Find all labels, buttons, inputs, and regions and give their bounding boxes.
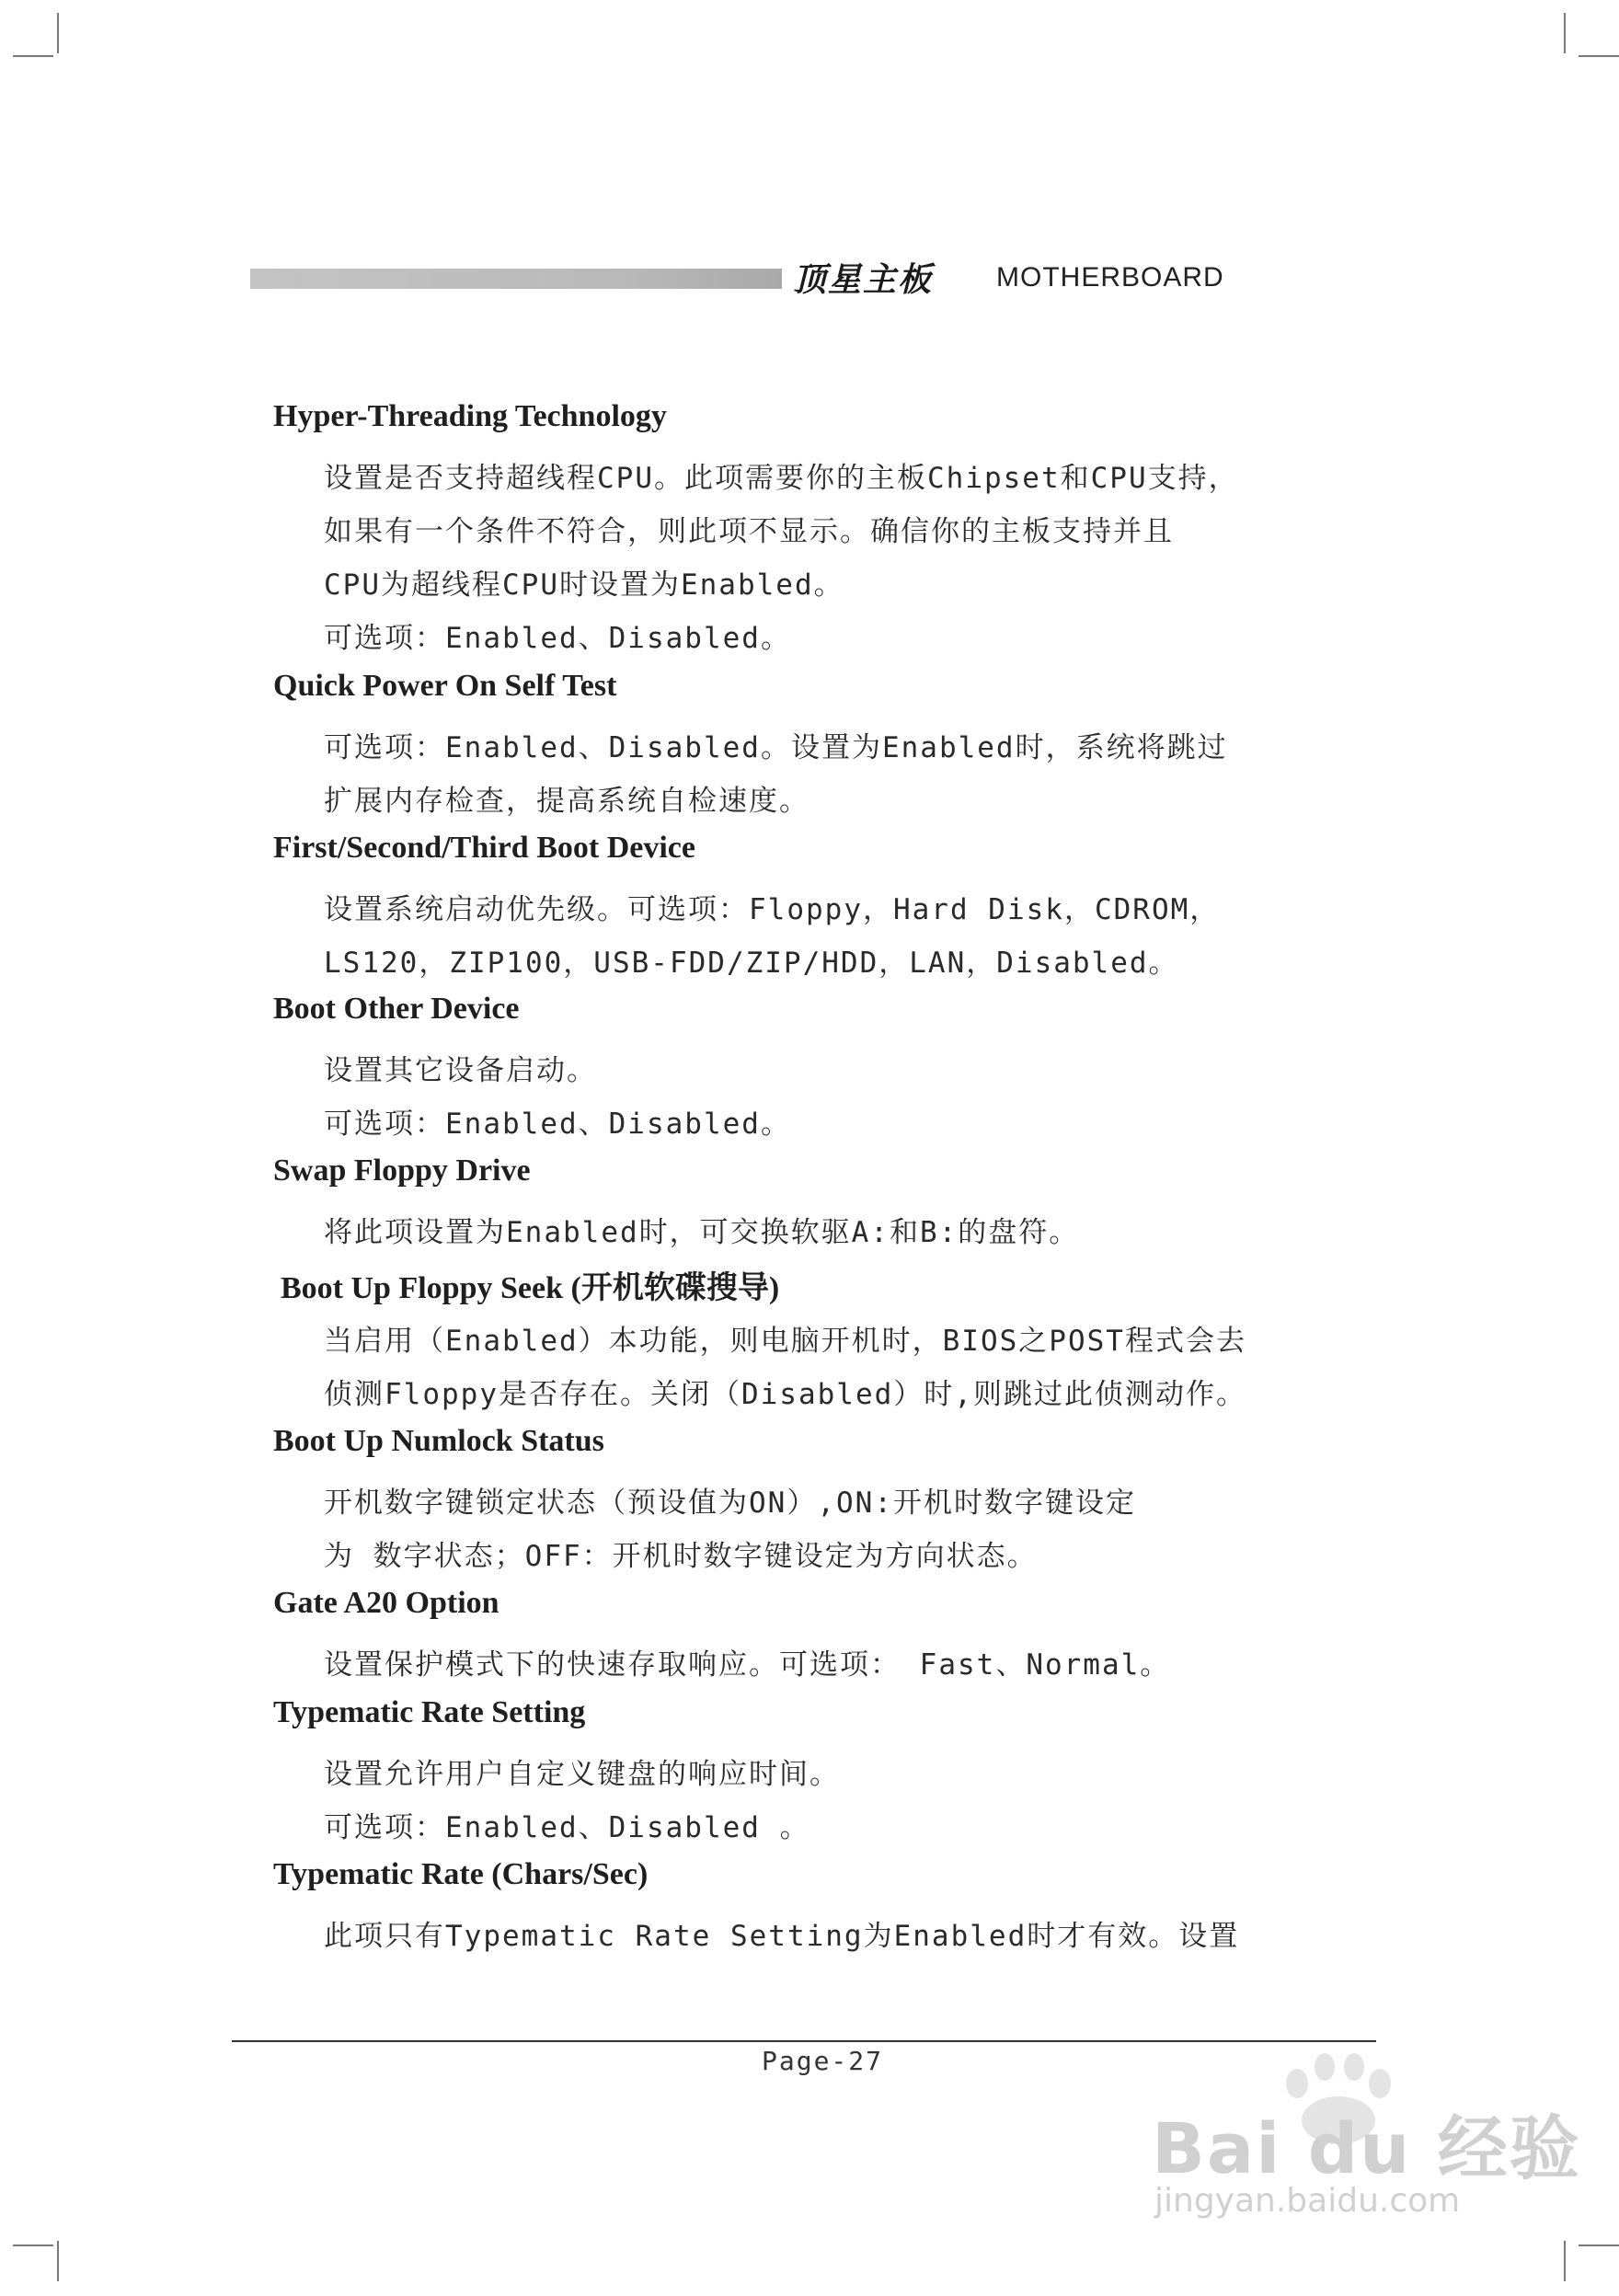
section-heading: Swap Floppy Drive <box>273 1154 531 1188</box>
section-text: 设置是否支持超线程CPU。此项需要你的主板Chipset和CPU支持， <box>324 462 1239 495</box>
section-text: 可选项：Enabled、Disabled。 <box>324 1108 791 1141</box>
section-heading: First/Second/Third Boot Device <box>273 831 695 865</box>
crop-mark <box>57 13 59 53</box>
section-text: 设置系统启动优先级。可选项：Floppy，Hard Disk，CDROM， <box>324 893 1221 926</box>
section-heading: Quick Power On Self Test <box>273 669 617 703</box>
section-text: 当启用（Enabled）本功能，则电脑开机时，BIOS之POST程式会去 <box>324 1325 1246 1358</box>
watermark-brand: Bai du 经验 <box>1152 2107 1581 2189</box>
section-text: 设置允许用户自定义键盘的响应时间。 <box>324 1758 840 1791</box>
section-heading: Boot Up Floppy Seek (开机软碟搜导) <box>281 1271 780 1305</box>
page-number: Page-27 <box>762 2046 884 2076</box>
crop-mark <box>1579 2244 1619 2246</box>
section-text: 设置保护模式下的快速存取响应。可选项： Fast、Normal。 <box>324 1648 1171 1682</box>
watermark-url: jingyan.baidu.com <box>1154 2182 1461 2220</box>
section-text: 为 数字状态；OFF：开机时数字键设定为方向状态。 <box>324 1540 1038 1573</box>
crop-mark <box>1564 13 1566 53</box>
crop-mark <box>1579 55 1619 57</box>
brand-logo-cn: 顶星主板 <box>793 261 934 299</box>
footer-rule <box>232 2040 1376 2042</box>
section-text: 设置其它设备启动。 <box>324 1054 597 1087</box>
section-text: LS120，ZIP100，USB-FDD/ZIP/HDD，LAN，Disabled。 <box>324 947 1179 980</box>
section-text: 可选项：Enabled、Disabled。 <box>324 622 791 655</box>
section-text: 如果有一个条件不符合，则此项不显示。确信你的主板支持并且 <box>324 515 1174 548</box>
section-text: 可选项：Enabled、Disabled 。 <box>324 1811 810 1844</box>
section-heading: Typematic Rate Setting <box>273 1695 586 1729</box>
crop-mark <box>13 55 53 57</box>
section-text: 将此项设置为Enabled时，可交换软驱A:和B:的盘符。 <box>324 1216 1080 1249</box>
crop-mark <box>57 2241 59 2281</box>
section-text: 可选项：Enabled、Disabled。设置为Enabled时，系统将跳过 <box>324 731 1228 764</box>
brand-label: MOTHERBOARD <box>996 262 1224 293</box>
section-heading: Gate A20 Option <box>273 1586 499 1620</box>
crop-mark <box>13 2244 53 2246</box>
header-bar <box>250 269 782 289</box>
section-text: 此项只有Typematic Rate Setting为Enabled时才有效。设置 <box>324 1920 1240 1953</box>
section-heading: Typematic Rate (Chars/Sec) <box>273 1857 649 1891</box>
section-heading: Boot Up Numlock Status <box>273 1424 604 1458</box>
section-heading: Hyper-Threading Technology <box>273 399 667 433</box>
section-text: CPU为超线程CPU时设置为Enabled。 <box>324 568 844 602</box>
section-text: 扩展内存检查，提高系统自检速度。 <box>324 785 810 818</box>
section-text: 侦测Floppy是否存在。关闭（Disabled）时,则跳过此侦测动作。 <box>324 1378 1246 1411</box>
section-heading: Boot Other Device <box>273 992 520 1026</box>
crop-mark <box>1564 2241 1566 2281</box>
section-text: 开机数字键锁定状态（预设值为ON）,ON:开机时数字键设定 <box>324 1487 1136 1520</box>
